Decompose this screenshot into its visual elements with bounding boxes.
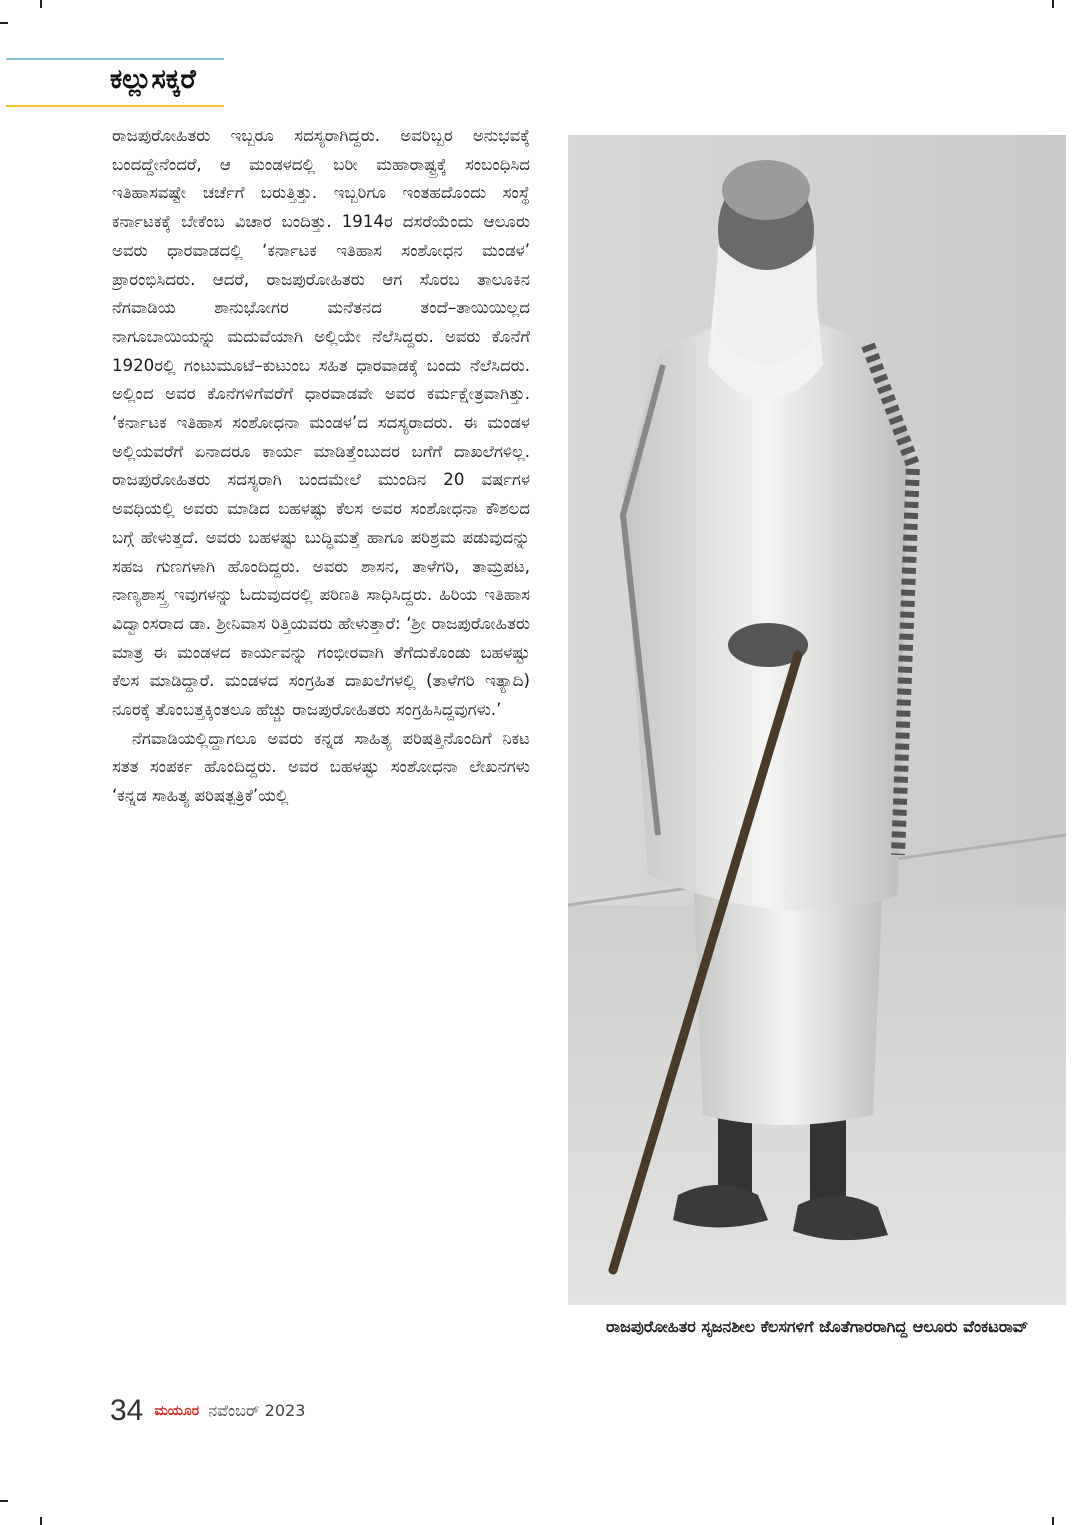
section-title: ಕಲ್ಲುಸಕ್ಕರೆ <box>110 64 196 95</box>
page-number: 34 <box>110 1394 144 1427</box>
article-paragraph: ರಾಜಪುರೋಹಿತರು ಇಬ್ಬರೂ ಸದಸ್ಯರಾಗಿದ್ದರು. ಅವರಿಬ್ಬರ ಅನುಭವಕ್ಕೆ ಬಂದದ್ದೇನೆಂದರೆ, ಆ ಮಂಡಳದಲ್ಲಿ ಬರೀ ಮಹಾರಾಷ್ಟ್ರಕ್ಕೆ ಸಂಬಂಧಿಸಿದ ಇತಿಹಾಸವಷ್ಟೇ ಚರ್ಚೆಗೆ ಬರುತ್ತಿತ್ತು. ಇಬ್ಬರಿಗೂ ಇಂತಹದೊಂದು ಸಂಸ್ಥೆ ಕರ್ನಾಟಕಕ್ಕೆ ಬೇಕೆಂಬ ವಿಚಾರ ಬಂದಿತ್ತು. 1914ರ ದಸರೆಯೆಂದು ಆಲೂರು ಅವರು ಧಾರವಾಡದಲ್ಲಿ ‘ಕರ್ನಾಟಕ ಇತಿಹಾಸ ಸಂಶೋಧನ ಮಂಡಳ’ ಪ್ರಾರಂಭಿಸಿದರು. ಆದರೆ, ರಾಜಪುರೋಹಿತರು ಆಗ ಸೊರಬ ತಾಲೂಕಿನ ನೆಗವಾಡಿಯ ಶಾನುಭೋಗರ ಮನೆತನದ ತಂದೆ–ತಾಯಿಯಿಲ್ಲದ ನಾಗೂಬಾಯಿಯನ್ನು ಮದುವೆಯಾಗಿ ಅಲ್ಲಿಯೇ ನೆಲೆಸಿದ್ದರು. ಅವರು ಕೊನೆಗೆ 1920ರಲ್ಲಿ ಗಂಟುಮೂಟೆ–ಕುಟುಂಬ ಸಹಿತ ಧಾರವಾಡಕ್ಕೆ ಬಂದು ನೆಲೆಸಿದರು. ಅಲ್ಲಿಂದ ಅವರ ಕೊನೆಗಳಿಗೆವರೆಗೆ ಧಾರವಾಡವೇ ಅವರ ಕರ್ಮಕ್ಷೇತ್ರವಾಗಿತ್ತು. ‘ಕರ್ನಾಟಕ ಇತಿಹಾಸ ಸಂಶೋಧನಾ ಮಂಡಳ’ದ ಸದಸ್ಯರಾದರು. ಈ ಮಂಡಳ ಅಲ್ಲಿಯವರೆಗೆ ಏನಾದರೂ ಕಾರ್ಯ ಮಾಡಿತ್ತೆಂಬುದರ ಬಗೆಗೆ ದಾಖಲೆಗಳಿಲ್ಲ. ರಾಜಪುರೋಹಿತರು ಸದಸ್ಯರಾಗಿ ಬಂದಮೇಲೆ ಮುಂದಿನ 20 ವರ್ಷಗಳ ಅವಧಿಯಲ್ಲಿ ಅವರು ಮಾಡಿದ ಬಹಳಷ್ಟು ಕೆಲಸ ಅವರ ಸಂಶೋಧನಾ ಕೌಶಲದ ಬಗ್ಗೆ ಹೇಳುತ್ತದೆ. ಅವರು ಬಹಳಷ್ಟು ಬುದ್ಧಿಮತ್ತೆ ಹಾಗೂ ಪರಿಶ್ರಮ ಪಡುವುದನ್ನು ಸಹಜ ಗುಣಗಳಾಗಿ ಹೊಂದಿದ್ದರು. ಅವರು ಶಾಸನ, ತಾಳೆಗರಿ, ತಾಮ್ರಪಟ, ನಾಣ್ಯಶಾಸ್ತ್ರ ಇವುಗಳನ್ನು ಓದುವುದರಲ್ಲಿ ಪರಿಣತಿ ಸಾಧಿಸಿದ್ದರು. ಹಿರಿಯ ಇತಿಹಾಸ ವಿದ್ವಾಂಸರಾದ ಡಾ. ಶ್ರೀನಿವಾಸ ರಿತ್ತಿಯವರು ಹೇಳುತ್ತಾರೆ: ‘ಶ್ರೀ ರಾಜಪುರೋಹಿತರು ಮಾತ್ರ ಈ ಮಂಡಳದ ಕಾರ್ಯವನ್ನು ಗಂಭೀರವಾಗಿ ತೆಗೆದುಕೊಂಡು ಬಹಳಷ್ಟು ಕೆಲಸ ಮಾಡಿದ್ದಾರೆ. ಮಂಡಳದ ಸಂಗ್ರಹಿತ ದಾಖಲೆಗಳಲ್ಲಿ (ತಾಳೆಗರಿ ಇತ್ಯಾದಿ) ನೂರಕ್ಕೆ ತೊಂಬತ್ತಕ್ಕಿಂತಲೂ ಹೆಚ್ಚು ರಾಜಪುರೋಹಿತರು ಸಂಗ್ರಹಿಸಿದ್ದವುಗಳು.’ <box>112 126 530 720</box>
magazine-logo: ಮಯೂರ <box>154 1403 200 1419</box>
article-body <box>112 122 530 1382</box>
section-header <box>6 58 224 108</box>
page-footer <box>110 1394 305 1434</box>
header-rule-bottom <box>6 105 224 107</box>
portrait-illustration <box>568 135 1066 1305</box>
header-rule-top <box>6 58 224 60</box>
portrait-photo <box>568 135 1066 1305</box>
crop-mark <box>1052 1517 1054 1525</box>
photo-caption: ರಾಜಪುರೋಹಿತರ ಸೃಜನಶೀಲ ಕೆಲಸಗಳಿಗೆ ಜೊತೆಗಾರರಾಗಿದ್ದ ಆಲೂರು ವೆಂಕಟರಾವ್ <box>606 1317 1029 1336</box>
issue-date: ನವೆಂಬರ್ 2023 <box>208 1401 306 1420</box>
crop-mark <box>0 22 8 24</box>
crop-mark <box>1052 0 1054 8</box>
article-paragraph: ನೆಗವಾಡಿಯಲ್ಲಿದ್ದಾಗಲೂ ಅವರು ಕನ್ನಡ ಸಾಹಿತ್ಯ ಪರಿಷತ್ತಿನೊಂದಿಗೆ ನಿಕಟ ಸತತ ಸಂಪರ್ಕ ಹೊಂದಿದ್ದರು. ಅವರ ಬಹಳಷ್ಟು ಸಂಶೋಧನಾ ಲೇಖನಗಳು ‘ಕನ್ನಡ ಸಾಹಿತ್ಯ ಪರಿಷತ್ಪತ್ರಿಕೆ’ಯಲ್ಲಿ <box>112 728 530 806</box>
crop-mark <box>0 1500 8 1502</box>
crop-mark <box>40 0 42 8</box>
crop-mark <box>40 1517 42 1525</box>
